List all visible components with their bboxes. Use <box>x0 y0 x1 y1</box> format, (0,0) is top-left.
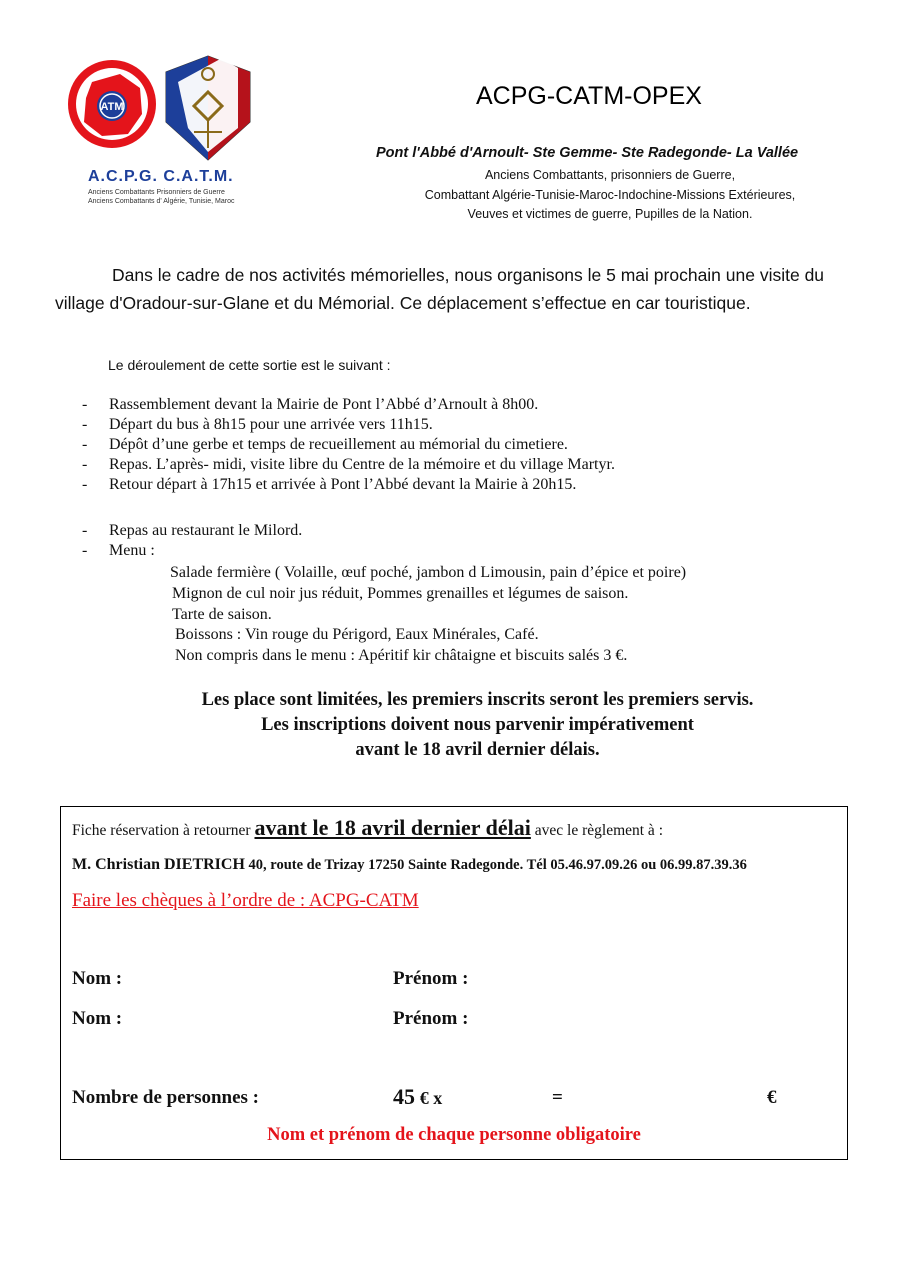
boissons-block <box>175 624 627 666</box>
contact-line <box>72 856 747 874</box>
list-item-text: Départ du bus à 8h15 pour une arrivée vers 11h15. <box>109 416 433 433</box>
prenom-label: Prénom : <box>393 1008 469 1029</box>
nom-label: Nom : <box>72 968 123 989</box>
price-suffix: € x <box>419 1088 443 1108</box>
programme-list <box>82 395 615 495</box>
nombre-personnes-label: Nombre de personnes : <box>72 1087 260 1108</box>
list-item: - Retour départ à 17h15 et arrivée à Pont l’Abbé devant la Mairie à 20h15. <box>82 476 577 493</box>
list-item: - Repas au restaurant le Milord. <box>82 522 303 539</box>
instruction-post: avec le règlement à : <box>534 822 663 839</box>
instruction-pre: Fiche réservation à retourner <box>72 822 251 839</box>
list-item-text: Repas. L’après- midi, visite libre du Centre de la mémoire et du village Martyr. <box>109 456 615 473</box>
registration-notice <box>60 688 895 763</box>
contact-address: 40, route de Trizay 17250 Sainte Radegonde <box>244 857 520 873</box>
price-value: 45 <box>393 1084 415 1109</box>
menu-items <box>172 562 686 625</box>
nom-label: Nom : <box>72 1008 123 1029</box>
list-item: - Rassemblement devant la Mairie de Pont l’Abbé d’Arnoult à 8h00. <box>82 396 539 413</box>
assoc-line: Anciens Combattants, prisonniers de Guerre, <box>484 168 736 182</box>
programme-intro: Le déroulement de cette sortie est le suivant : <box>108 357 391 373</box>
list-item-text: Rassemblement devant la Mairie de Pont l’Abbé d’Arnoult à 8h00. <box>109 396 539 413</box>
contact-name: M. Christian DIETRICH <box>72 856 245 873</box>
menu-item: Salade fermière ( Volaille, œuf poché, jambon d Limousin, pain d’épice et poire) <box>170 564 687 581</box>
notice-line: Les place sont limitées, les premiers inscrits seront les premiers servis. <box>201 690 754 710</box>
logo-emblem <box>62 52 252 167</box>
restaurant-text: Repas au restaurant le Milord. <box>109 522 303 539</box>
equals-sign: = <box>552 1087 563 1108</box>
contact-phone: . Tél 05.46.97.09.26 ou 06.99.87.39.36 <box>519 857 747 873</box>
notice-line: Les inscriptions doivent nous parvenir impérativement <box>261 715 694 735</box>
menu-label: Menu : <box>109 542 155 559</box>
logo-caption-line: Anciens Combattants d' Algérie, Tunisie, Maroc <box>88 198 235 205</box>
logo-name: A.C.P.G. C.A.T.M. <box>88 168 234 185</box>
deadline-text: avant le 18 avril dernier délai <box>254 815 531 840</box>
page-subtitle: Pont l'Abbé d'Arnoult- Ste Gemme- Ste Radegonde- La Vallée <box>376 145 799 161</box>
cheques-instruction: Faire les chèques à l’ordre de : ACPG-CATM <box>72 890 419 911</box>
menu-item: Tarte de saison. <box>172 606 272 623</box>
assoc-line: Veuves et victimes de guerre, Pupilles de la Nation. <box>467 207 753 221</box>
logo-caption <box>88 188 234 206</box>
association-description <box>370 166 850 225</box>
list-item: - Menu : <box>82 542 155 559</box>
mandatory-warning: Nom et prénom de chaque personne obligatoire <box>267 1125 641 1145</box>
prenom-label: Prénom : <box>393 968 469 989</box>
list-item: - Départ du bus à 8h15 pour une arrivée vers 11h15. <box>82 416 433 433</box>
euro-sign: € <box>767 1087 777 1108</box>
logo-caption-line: Anciens Combattants Prisonniers de Guerre <box>88 189 225 196</box>
non-compris-text: Non compris dans le menu : Apéritif kir châtaigne et biscuits salés 3 €. <box>175 647 628 664</box>
list-item-text: Retour départ à 17h15 et arrivée à Pont l’Abbé devant la Mairie à 20h15. <box>109 476 577 493</box>
logo-badge-text: ATM <box>100 101 124 113</box>
intro-paragraph: Dans le cadre de nos activités mémorielles, nous organisons le 5 mai prochain une visite du village d'Oradour-sur-Glane et du Mémorial. Ce déplacement s’effectue en car touristique. <box>55 265 825 313</box>
list-item-text: Dépôt d’une gerbe et temps de recueillement au mémorial du cimetiere. <box>109 436 568 453</box>
price-per-person <box>393 1084 442 1110</box>
form-instructions <box>72 815 663 841</box>
notice-line: avant le 18 avril dernier délais. <box>355 740 600 760</box>
page-title: ACPG-CATM-OPEX <box>476 82 702 110</box>
list-item: - Repas. L’après- midi, visite libre du Centre de la mémoire et du village Martyr. <box>82 456 615 473</box>
boissons-text: Boissons : Vin rouge du Périgord, Eaux Minérales, Café. <box>175 626 539 643</box>
menu-item: Mignon de cul noir jus réduit, Pommes grenailles et légumes de saison. <box>172 585 629 602</box>
list-item: - Dépôt d’une gerbe et temps de recueillement au mémorial du cimetiere. <box>82 436 568 453</box>
assoc-line: Combattant Algérie-Tunisie-Maroc-Indochine-Missions Extérieures, <box>424 187 796 202</box>
repas-list <box>82 521 303 561</box>
